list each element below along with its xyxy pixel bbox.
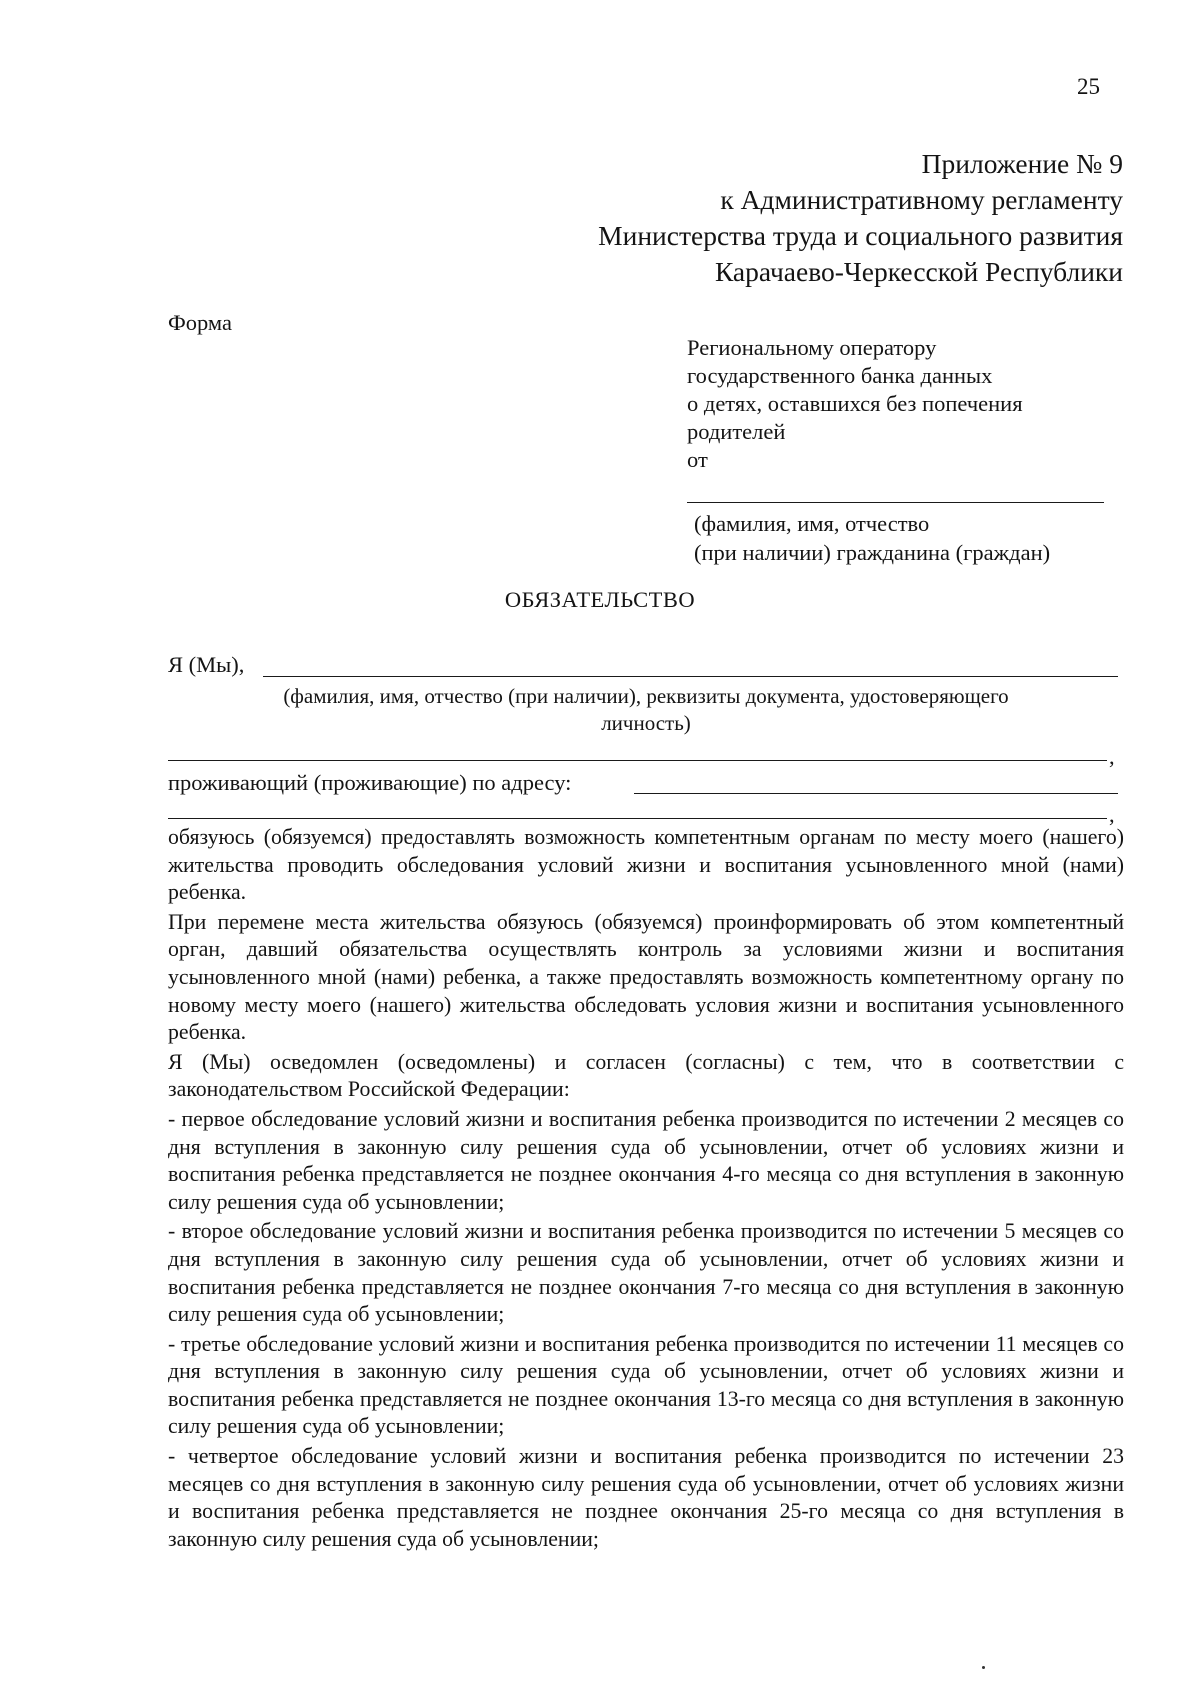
addressee-caption-2: (при наличии) гражданина (граждан) <box>694 540 1051 565</box>
paragraph: - второе обследование условий жизни и воспитания ребенка производится по истечении 5 месяцев со дня вступления в законную силу решения суда об усыновлении, отчет об условиях жизни и воспитания ребенка представляется не позднее окончания 7-го месяца со дня вступления в законную силу решения суда об усыновлении; <box>168 1219 1124 1327</box>
name-fill-line[interactable] <box>263 676 1118 677</box>
appendix-line-1: Приложение № 9 <box>921 148 1123 179</box>
document-title: ОБЯЗАТЕЛЬСТВО <box>504 587 696 612</box>
form-label: Форма <box>168 310 233 335</box>
paragraph: - четвертое обследование условий жизни и воспитания ребенка производится по истечении 23 месяцев со дня вступления в законную силу решения суда об усыновлении, отчет об условиях жизни и воспитания ребенка представляется не позднее окончания 25-го месяца со дня вступления в законную силу решения суда об усыновлении; <box>168 1444 1124 1551</box>
paragraph: Я (Мы) осведомлен (осведомлены) и согласен (согласны) с тем, что в соответствии с законодательством Российской Федерации: <box>168 1049 1124 1102</box>
addressee-line: Региональному оператору <box>687 335 937 360</box>
addressee-line: от <box>687 447 708 472</box>
comma: , <box>1109 744 1115 769</box>
appendix-line-4: Карачаево-Черкесской Республики <box>714 256 1123 287</box>
appendix-line-3: Министерства труда и социального развития <box>598 220 1123 251</box>
we-label: Я (Мы), <box>168 652 245 677</box>
addressee-block <box>687 334 1023 474</box>
paragraph: - первое обследование условий жизни и воспитания ребенка производится по истечении 2 месяцев со дня вступления в законную силу решения суда об усыновлении, отчет об условиях жизни и воспитания ребенка представляется не позднее окончания 4-го месяца со дня вступления в законную силу решения суда об усыновлении; <box>168 1106 1124 1214</box>
identity-caption-2: личность) <box>601 711 691 735</box>
paragraph: - третье обследование условий жизни и воспитания ребенка производится по истечении 11 месяцев со дня вступления в законную силу решения суда об усыновлении, отчет об условиях жизни и воспитания ребенка представляется не позднее окончания 13-го месяца со дня вступления в законную силу решения суда об усыновлении; <box>168 1331 1124 1439</box>
paragraph: обязуюсь (обязуемся) предоставлять возможность компетентным органам по месту моего (нашего) жительства проводить обследования условий жизни и воспитания усыновленного мной (нами) ребенка. <box>168 825 1124 905</box>
appendix-line-2: к Административному регламенту <box>720 184 1123 215</box>
addressee-caption-1: (фамилия, имя, отчество <box>694 511 930 536</box>
addressee-line: родителей <box>687 419 786 444</box>
identity-fill-line[interactable] <box>168 760 1107 761</box>
identity-caption-1: (фамилия, имя, отчество (при наличии), реквизиты документа, удостоверяющего <box>283 684 1009 708</box>
addressee-line: о детях, оставшихся без попечения <box>687 391 1023 416</box>
comma: , <box>1109 802 1115 827</box>
address-fill-line-2[interactable] <box>168 818 1107 819</box>
addressee-fill-line[interactable] <box>687 502 1104 503</box>
scan-speck <box>982 1666 985 1669</box>
page-number: 25 <box>1077 74 1100 99</box>
residing-label: проживающий (проживающие) по адресу: <box>168 770 572 795</box>
body-text <box>168 824 1124 1553</box>
paragraph: При перемене места жительства обязуюсь (обязуемся) проинформировать об этом компетентный орган, давший обязательства осуществлять контроль за условиями жизни и воспитания усыновленного мной (нами) ребенка, а также предоставлять возможность компетентному органу по новому месту моего (нашего) жительства обследовать условия жизни и воспитания усыновленного ребенка. <box>168 909 1124 1045</box>
addressee-line: государственного банка данных <box>687 363 993 388</box>
address-fill-line[interactable] <box>634 793 1118 794</box>
